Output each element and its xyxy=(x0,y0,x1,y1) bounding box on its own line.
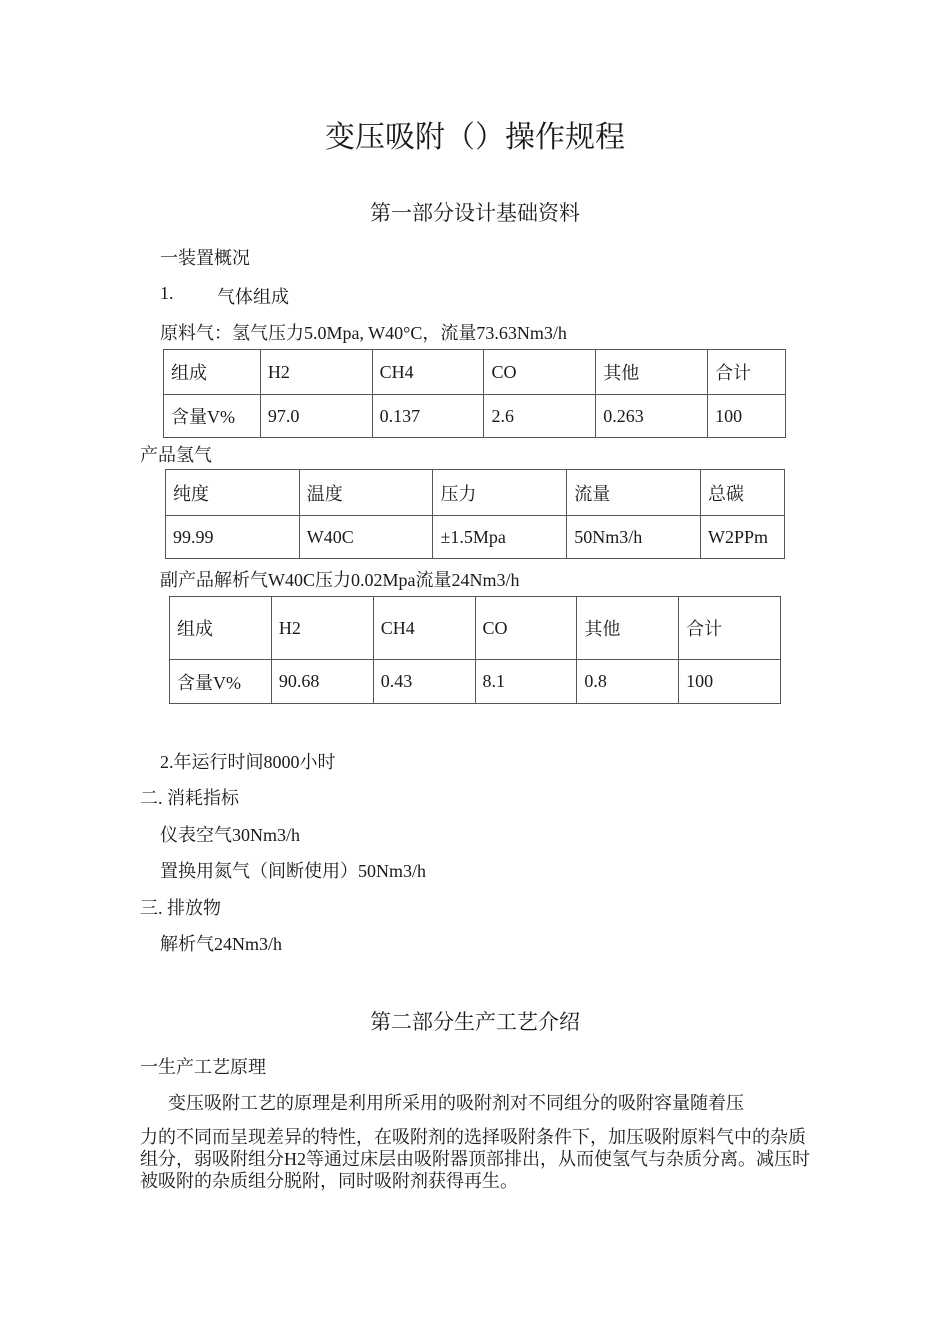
feed-gas-line: 原料气：氢气压力5.0Mpa, W40°C，流量73.63Nm3/h xyxy=(160,323,567,343)
table-cell: 50Nm3/h xyxy=(567,516,701,559)
table-cell: H2 xyxy=(260,350,372,395)
table-cell: 压力 xyxy=(433,470,567,516)
table-cell: 含量V% xyxy=(170,660,272,704)
table-cell: CH4 xyxy=(372,350,484,395)
section-consumption: 二. 消耗指标 xyxy=(140,788,239,808)
desorbed-gas-line: 解析气24Nm3/h xyxy=(160,934,283,954)
table-cell: CO xyxy=(475,597,577,660)
table-cell: 合计 xyxy=(679,597,781,660)
instrument-air-line: 仪表空气30Nm3/h xyxy=(160,825,301,845)
table-cell: 0.263 xyxy=(596,395,708,438)
table-cell: 0.137 xyxy=(372,395,484,438)
section-emissions: 三. 排放物 xyxy=(140,898,221,918)
principle-paragraph: 力的不同而呈现差异的特性，在吸附剂的选择吸附条件下，加压吸附原料气中的杂质组分，弱吸附组分H2等通过床层由吸附器顶部排出，从而使氢气与杂质分离。减压时被吸附的杂质组分脱附，同时吸附剂获得再生。 xyxy=(140,1127,810,1191)
table-cell: 其他 xyxy=(596,350,708,395)
table-cell: 8.1 xyxy=(475,660,577,704)
table-cell: 0.43 xyxy=(373,660,475,704)
principle-paragraph-first-line: 变压吸附工艺的原理是利用所采用的吸附剂对不同组分的吸附容量随着压 xyxy=(168,1093,744,1113)
table-row xyxy=(170,597,781,660)
table-cell: W2PPm xyxy=(701,516,785,559)
table-cell: 其他 xyxy=(577,597,679,660)
table-cell: 0.8 xyxy=(577,660,679,704)
table-row xyxy=(166,470,785,516)
table-cell: CH4 xyxy=(373,597,475,660)
table-cell: ±1.5Mpa xyxy=(433,516,567,559)
section-overview: 一装置概况 xyxy=(160,248,250,268)
byproduct-gas-line: 副产品解析气W40C压力0.02Mpa流量24Nm3/h xyxy=(160,570,520,590)
item-gas-composition-number: 1. xyxy=(160,283,174,303)
item-gas-composition: 气体组成 xyxy=(217,287,289,307)
table-cell: 流量 xyxy=(567,470,701,516)
table-cell: W40C xyxy=(299,516,433,559)
table-cell: 90.68 xyxy=(271,660,373,704)
byproduct-gas-table xyxy=(169,596,781,704)
table-cell: 纯度 xyxy=(166,470,300,516)
nitrogen-line: 置换用氮气（间断使用）50Nm3/h xyxy=(160,861,426,881)
section-process-principle: 一生产工艺原理 xyxy=(140,1057,266,1077)
table-cell: H2 xyxy=(271,597,373,660)
table-cell: CO xyxy=(484,350,596,395)
page-title: 变压吸附（）操作规程 xyxy=(325,121,625,154)
table-cell: 2.6 xyxy=(484,395,596,438)
part1-heading: 第一部分设计基础资料 xyxy=(370,201,580,225)
table-cell: 组成 xyxy=(164,350,261,395)
table-row xyxy=(164,350,786,395)
table-row xyxy=(166,516,785,559)
annual-runtime-line: 2.年运行时间8000小时 xyxy=(160,752,336,772)
table-cell: 总碳 xyxy=(701,470,785,516)
part2-heading: 第二部分生产工艺介绍 xyxy=(370,1010,580,1034)
product-hydrogen-label: 产品氢气 xyxy=(140,445,212,465)
table-cell: 合计 xyxy=(708,350,786,395)
table-cell: 温度 xyxy=(299,470,433,516)
feed-gas-table xyxy=(163,349,786,438)
table-cell: 组成 xyxy=(170,597,272,660)
table-cell: 含量V% xyxy=(164,395,261,438)
table-cell: 100 xyxy=(708,395,786,438)
table-row xyxy=(170,660,781,704)
product-hydrogen-table xyxy=(165,469,785,559)
table-cell: 100 xyxy=(679,660,781,704)
table-row xyxy=(164,395,786,438)
table-cell: 97.0 xyxy=(260,395,372,438)
table-cell: 99.99 xyxy=(166,516,300,559)
